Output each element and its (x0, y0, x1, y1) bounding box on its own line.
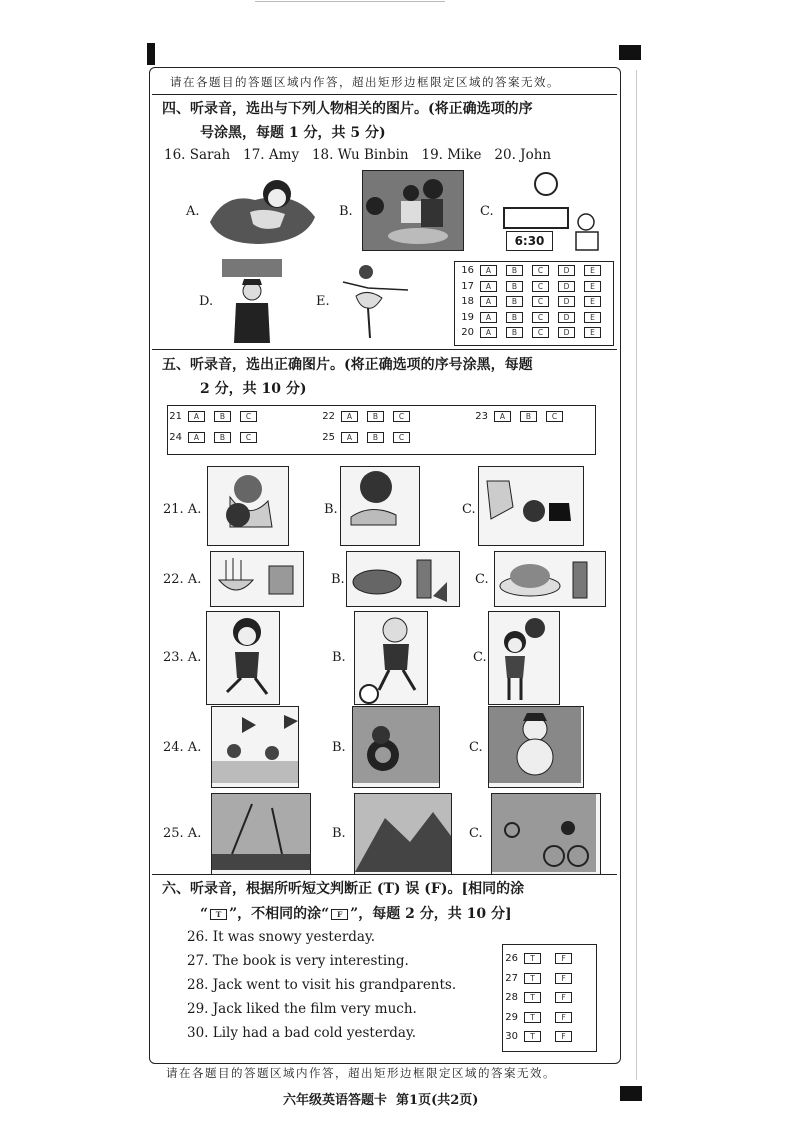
question-25-picture-b (354, 793, 452, 875)
section-4-title-line1: 四、听录音，选出与下列人物相关的图片。(将正确选项的序 (162, 101, 533, 117)
s5-choice-bubble[interactable]: C (546, 411, 563, 422)
true-bubble[interactable]: T (524, 1031, 541, 1042)
s6-question-number: 28 (505, 992, 518, 1003)
s4-answer-row (452, 265, 610, 276)
bottom-notice: 请在各题目的答题区域内作答，超出矩形边框限定区域的答案无效。 (166, 1066, 556, 1080)
s4-question-number: 17 (461, 280, 474, 292)
right-page-border (636, 70, 637, 1080)
s5-choice-bubble[interactable]: A (341, 432, 358, 443)
true-bubble[interactable]: T (524, 973, 541, 984)
false-bubble[interactable]: F (555, 953, 572, 964)
s4-choice-bubble[interactable]: B (506, 327, 523, 338)
s4-choice-bubble[interactable]: A (480, 281, 497, 292)
s5-choice-bubble[interactable]: B (367, 411, 384, 422)
footer-page-info: 六年级英语答题卡 第1页(共2页) (283, 1093, 479, 1108)
s6-answer-row (496, 973, 586, 984)
question-25-picture-c (491, 793, 601, 875)
s4-option-d-label: D. (199, 294, 214, 309)
s6-answer-row (496, 992, 586, 1003)
dog-ball-picture (208, 467, 288, 545)
question-23-label: 23. A. (163, 650, 202, 665)
question-22-picture-a (210, 551, 304, 607)
s6-answer-row (496, 1031, 586, 1042)
s4-choice-bubble[interactable]: C (532, 327, 549, 338)
question-22-option-b-label: B. (331, 572, 345, 587)
s4-option-a-label: A. (186, 204, 200, 219)
question-24-label: 24. A. (163, 740, 202, 755)
statement-26: 26. It was snowy yesterday. (187, 929, 376, 945)
s5-question-number: 24 (169, 432, 182, 443)
false-bubble[interactable]: F (555, 992, 572, 1003)
question-21-option-b-label: B. (324, 502, 338, 517)
s5-choice-bubble[interactable]: B (214, 432, 231, 443)
section-6-title-end: ”，每题 2 分，共 10 分] (350, 906, 512, 922)
s4-choice-bubble[interactable]: D (558, 312, 575, 323)
s5-question-number: 22 (322, 411, 335, 422)
false-bubble[interactable]: F (555, 973, 572, 984)
s4-answer-row (452, 312, 610, 323)
s4-question-number: 20 (461, 327, 474, 338)
s6-question-number: 29 (505, 1011, 518, 1023)
registration-mark-bottom-right (620, 1086, 642, 1101)
swimming-ring-picture (353, 707, 439, 787)
s4-choice-bubble[interactable]: A (480, 327, 497, 338)
question-21-picture-a (207, 466, 289, 546)
section-4-names: 16. Sarah 17. Amy 18. Wu Binbin 19. Mike 20. John (164, 147, 552, 163)
dog-ball-cat-picture (479, 467, 583, 545)
s4-picture-a (205, 172, 320, 248)
s5-choice-bubble[interactable]: C (393, 432, 410, 443)
s4-choice-bubble[interactable]: E (584, 281, 601, 292)
question-23-picture-a (206, 611, 280, 705)
question-23-picture-b (354, 611, 428, 705)
statement-30: 30. Lily had a bad cold yesterday. (187, 1025, 417, 1041)
question-22-picture-c (494, 551, 606, 607)
girl-balloon-picture (489, 612, 559, 704)
question-25-label: 25. A. (163, 826, 202, 841)
question-22-label: 22. A. (163, 572, 202, 587)
s5-question-number: 25 (322, 432, 335, 443)
registration-mark-top-left (147, 43, 155, 65)
s4-question-number: 19 (461, 311, 474, 323)
false-bubble[interactable]: F (555, 1012, 572, 1023)
s6-question-number: 30 (505, 1031, 518, 1042)
kites-park-picture (212, 707, 298, 787)
section-6-title-line1: 六、听录音，根据所听短文判断正 (T) 误 (F)。[相同的涂 (162, 881, 525, 897)
family-picnic-picture (363, 171, 463, 250)
question-24-picture-c (488, 706, 584, 788)
s4-picture-d (222, 259, 282, 343)
top-edge-line (255, 1, 445, 2)
s5-choice-bubble[interactable]: C (240, 432, 257, 443)
sample-mark-f: F (331, 909, 348, 920)
question-25-option-c-label: C. (469, 826, 483, 841)
s6-answer-row (496, 1012, 586, 1023)
true-bubble[interactable]: T (524, 992, 541, 1003)
question-25-picture-a (211, 793, 311, 875)
s6-answer-row (496, 953, 586, 964)
s5-answer-row (466, 411, 572, 422)
question-22-option-c-label: C. (475, 572, 489, 587)
statement-29: 29. Jack liked the film very much. (187, 1001, 417, 1017)
s4-picture-b (362, 170, 464, 251)
s4-choice-bubble[interactable]: B (506, 296, 523, 307)
s4-question-number: 16 (461, 265, 474, 276)
s5-choice-bubble[interactable]: A (188, 411, 205, 422)
section-6-open-quote: “ (200, 906, 209, 922)
s5-choice-bubble[interactable]: C (393, 411, 410, 422)
s5-choice-bubble[interactable]: C (240, 411, 257, 422)
chicken-juice-picture (495, 552, 605, 606)
sample-mark-t: T (210, 909, 227, 920)
question-24-option-c-label: C. (469, 740, 483, 755)
s4-choice-bubble[interactable]: E (584, 327, 601, 338)
s4-choice-bubble[interactable]: B (506, 312, 523, 323)
section-5-title-line1: 五、听录音，选出正确图片。(将正确选项的序号涂黑，每题 (162, 357, 533, 373)
false-bubble[interactable]: F (555, 1031, 572, 1042)
question-24-picture-a (211, 706, 299, 788)
s5-answer-row (313, 432, 419, 443)
s4-answer-row (452, 281, 610, 292)
s4-choice-bubble[interactable]: C (532, 296, 549, 307)
s5-choice-bubble[interactable]: A (188, 432, 205, 443)
s5-question-number: 21 (169, 411, 182, 422)
true-bubble[interactable]: T (524, 953, 541, 964)
girl-in-water-picture (205, 172, 320, 248)
ball-slipper-picture (341, 467, 419, 545)
s4-choice-bubble[interactable]: D (558, 281, 575, 292)
statement-28: 28. Jack went to visit his grandparents. (187, 977, 457, 993)
police-officer-picture (222, 259, 282, 343)
s5-answer-row (160, 432, 266, 443)
question-21-picture-b (340, 466, 420, 546)
s4-question-number: 18 (461, 296, 474, 307)
s4-option-c-label: C. (480, 204, 494, 219)
s4-choice-bubble[interactable]: A (480, 296, 497, 307)
s4-choice-bubble[interactable]: D (558, 296, 575, 307)
cycling-picture (492, 794, 600, 874)
s5-choice-bubble[interactable]: A (494, 411, 511, 422)
section-6-title-line2 (162, 902, 512, 926)
s4-choice-bubble[interactable]: D (558, 327, 575, 338)
s6-question-number: 26 (505, 953, 518, 964)
top-notice: 请在各题目的答题区域内作答，超出矩形边框限定区域的答案无效。 (170, 75, 560, 89)
question-23-picture-c (488, 611, 560, 705)
question-24-option-b-label: B. (332, 740, 346, 755)
clock-readout: 6:30 (506, 231, 553, 251)
section-5-title-line2: 2 分，共 10 分) (200, 381, 307, 397)
s4-answer-row (452, 327, 610, 338)
question-24-picture-b (352, 706, 440, 788)
s5-question-number: 23 (475, 411, 488, 422)
s4-choice-bubble[interactable]: E (584, 312, 601, 323)
s6-question-number: 27 (505, 972, 518, 984)
boy-football-picture (355, 612, 427, 704)
s4-choice-bubble[interactable]: C (532, 312, 549, 323)
s4-option-b-label: B. (339, 204, 353, 219)
question-23-option-c-label: C. (473, 650, 487, 665)
s4-answer-row (452, 296, 610, 307)
s4-choice-bubble[interactable]: C (532, 281, 549, 292)
s4-choice-bubble[interactable]: E (584, 265, 601, 276)
mountain-picture (355, 794, 451, 874)
snowman-picture (489, 707, 583, 787)
s4-choice-bubble[interactable]: A (480, 312, 497, 323)
s4-option-e-label: E. (316, 294, 330, 309)
s5-choice-bubble[interactable]: B (520, 411, 537, 422)
s4-choice-bubble[interactable]: C (532, 265, 549, 276)
s5-choice-bubble[interactable]: B (367, 432, 384, 443)
s4-choice-bubble[interactable]: E (584, 296, 601, 307)
s4-choice-bubble[interactable]: B (506, 265, 523, 276)
question-25-option-b-label: B. (332, 826, 346, 841)
ballet-dancer-picture (338, 260, 413, 342)
true-bubble[interactable]: T (524, 1012, 541, 1023)
fish-juice-picture (347, 552, 459, 606)
section-4-title-line2: 号涂黑，每题 1 分，共 5 分) (200, 125, 386, 141)
s4-choice-bubble[interactable]: B (506, 281, 523, 292)
question-21-picture-c (478, 466, 584, 546)
s5-answer-row (160, 411, 266, 422)
s4-picture-e (338, 260, 413, 342)
question-23-option-b-label: B. (332, 650, 346, 665)
s5-choice-bubble[interactable]: A (341, 411, 358, 422)
registration-mark-top-right (619, 45, 641, 60)
s4-choice-bubble[interactable]: D (558, 265, 575, 276)
statement-27: 27. The book is very interesting. (187, 953, 409, 969)
noodles-milk-picture (211, 552, 303, 606)
s5-answer-row (313, 411, 419, 422)
s4-choice-bubble[interactable]: A (480, 265, 497, 276)
section-6-title-mid: ”，不相同的涂“ (229, 906, 330, 922)
s5-choice-bubble[interactable]: B (214, 411, 231, 422)
question-21-label: 21. A. (163, 502, 202, 517)
girl-dancing-picture (207, 612, 279, 704)
question-21-option-c-label: C. (462, 502, 476, 517)
question-22-picture-b (346, 551, 460, 607)
fishing-picture (212, 794, 310, 874)
